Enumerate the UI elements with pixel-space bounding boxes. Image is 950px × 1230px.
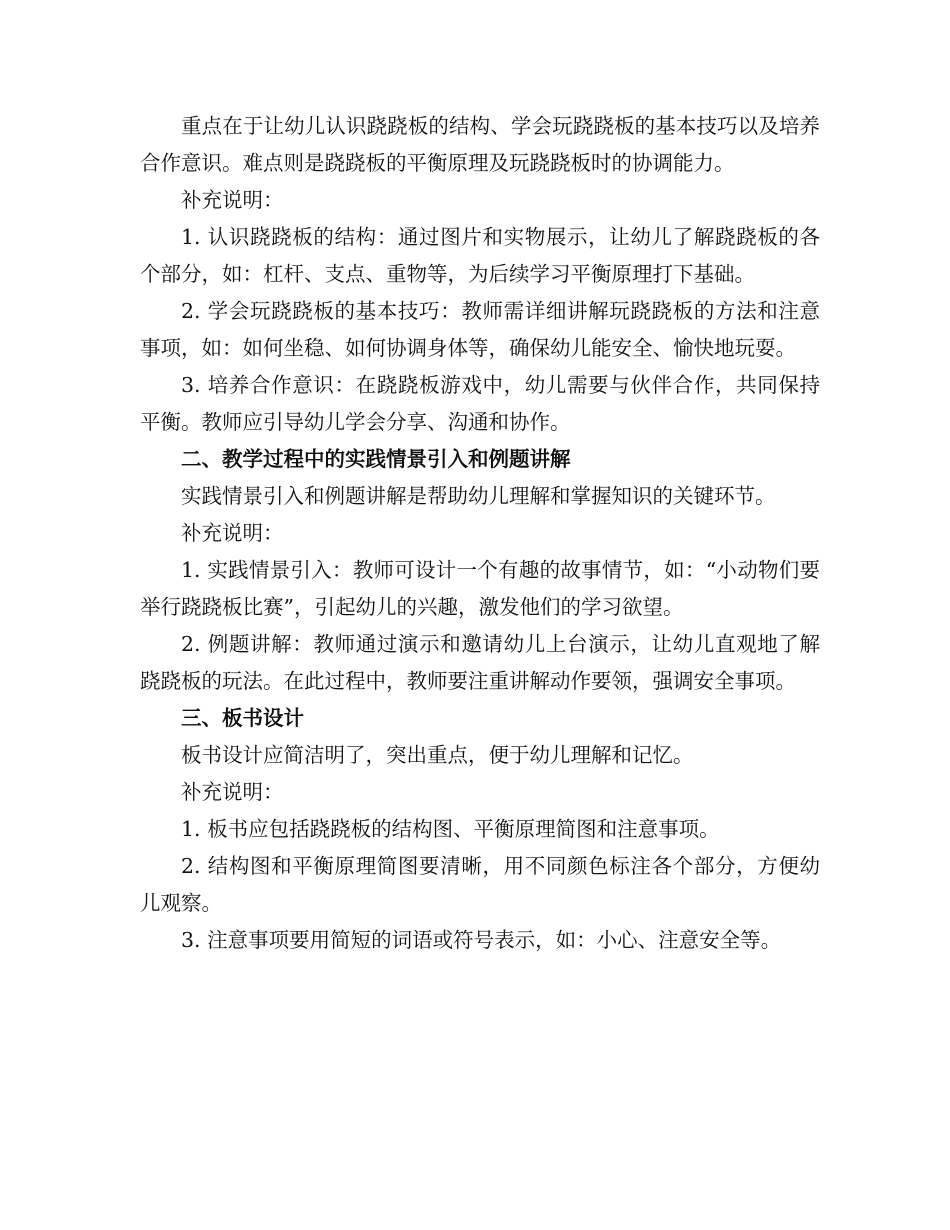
- document-body: [140, 108, 820, 959]
- paragraph-board-design: 板书设计应简洁明了，突出重点，便于幼儿理解和记忆。: [181, 743, 694, 767]
- paragraph-practice-intro: 实践情景引入和例题讲解是帮助幼儿理解和掌握知识的关键环节。: [181, 484, 776, 508]
- section-heading-2: 二、教学过程中的实践情景引入和例题讲解: [181, 447, 571, 471]
- paragraph-item-board-notes: 3. 注意事项要用简短的词语或符号表示，如：小心、注意安全等。: [181, 928, 782, 952]
- paragraph-item-scenario: 1. 实践情景引入：教师可设计一个有趣的故事情节，如：“小动物们要举行跷跷板比赛”，引起幼儿的兴趣，激发他们的学习欲望。: [140, 558, 820, 619]
- paragraph-key-points: 重点在于让幼儿认识跷跷板的结构、学会玩跷跷板的基本技巧以及培养合作意识。难点则是跷跷板的平衡原理及玩跷跷板时的协调能力。: [140, 114, 820, 175]
- paragraph-item-example: 2. 例题讲解：教师通过演示和邀请幼儿上台演示，让幼儿直观地了解跷跷板的玩法。在此过程中，教师要注重讲解动作要领，强调安全事项。: [140, 632, 820, 693]
- paragraph-supplement-label: 补充说明：: [181, 780, 284, 804]
- paragraph-item-cooperation: 3. 培养合作意识：在跷跷板游戏中，幼儿需要与伙伴合作，共同保持平衡。教师应引导幼儿学会分享、沟通和协作。: [140, 373, 820, 434]
- paragraph-supplement-label: 补充说明：: [181, 521, 284, 545]
- paragraph-item-board-clarity: 2. 结构图和平衡原理简图要清晰，用不同颜色标注各个部分，方便幼儿观察。: [140, 854, 820, 915]
- paragraph-item-structure: 1. 认识跷跷板的结构：通过图片和实物展示，让幼儿了解跷跷板的各个部分，如：杠杆、支点、重物等，为后续学习平衡原理打下基础。: [140, 225, 820, 286]
- paragraph-supplement-label: 补充说明：: [181, 188, 284, 212]
- section-heading-3: 三、板书设计: [181, 706, 304, 730]
- paragraph-item-board-content: 1. 板书应包括跷跷板的结构图、平衡原理简图和注意事项。: [181, 817, 720, 841]
- paragraph-item-skills: 2. 学会玩跷跷板的基本技巧：教师需详细讲解玩跷跷板的方法和注意事项，如：如何坐稳、如何协调身体等，确保幼儿能安全、愉快地玩耍。: [140, 299, 820, 360]
